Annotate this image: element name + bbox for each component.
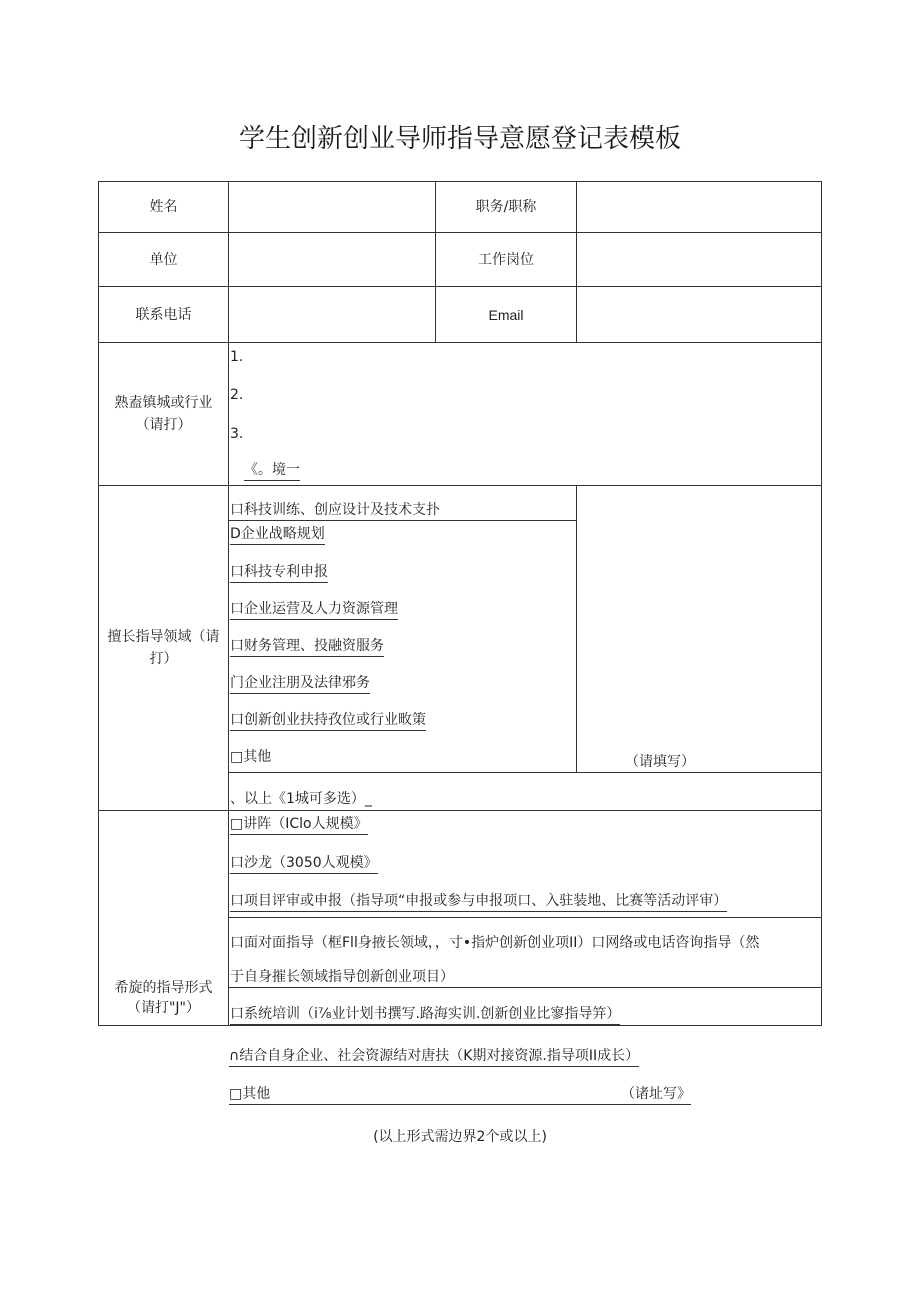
forms-other-label: □其他: [229, 1086, 271, 1102]
forms-option-face-to-face[interactable]: 口面对面指导（框Fll身掖长领域，，寸•指炉创新创业项II）口网络或电话咨询指导（然: [230, 935, 760, 951]
forms-option-project-review[interactable]: 口项目评审或申报（指导项“申报或参与申报项口、入驻装地、比赛等活动评审）: [230, 892, 727, 912]
column-divider: [576, 485, 577, 772]
position-field[interactable]: [577, 182, 821, 232]
familiar-item-2[interactable]: 2.: [230, 387, 244, 403]
expertise-option-finance[interactable]: 口财务管理、投融资服务: [230, 637, 384, 657]
unit-field[interactable]: [229, 233, 435, 286]
expertise-label-line1: 擅长指导领域（请: [107, 629, 220, 645]
forms-other-fill-note: （诸址写》: [621, 1086, 691, 1102]
expertise-option-other[interactable]: □其他: [230, 749, 272, 765]
page-title: 学生创新创业导师指导意愿登记表模板: [238, 124, 681, 154]
email-field[interactable]: [577, 287, 821, 342]
row-divider: [99, 810, 821, 811]
forms-option-training[interactable]: 口系统培训（i⅞业计划书撰写.路海实训.创新创业比寥指导笄）: [230, 1005, 620, 1025]
familiar-label-line1: 熟盍镇城或行业: [114, 395, 213, 411]
expertise-option-policy[interactable]: 口创新创业扶持孜位或行业畋策: [230, 711, 426, 731]
expertise-fill-note: （请填写）: [625, 753, 695, 773]
option-divider: [229, 772, 821, 773]
expertise-option-operations-hr[interactable]: 口企业运营及人力资源管理: [230, 600, 398, 620]
expertise-multi-note: 、以上《1城可多选）_: [230, 791, 372, 807]
familiar-item-1[interactable]: 1.: [230, 349, 244, 365]
name-field[interactable]: [229, 182, 435, 232]
post-field[interactable]: [577, 233, 821, 286]
phone-field[interactable]: [229, 287, 435, 342]
forms-option-lecture[interactable]: □讲阵（IClo人规模》: [230, 815, 368, 835]
forms-label: [99, 972, 228, 1024]
phone-label: 联系电话: [135, 306, 192, 323]
forms-option-face-to-face-cont: 于自身摧长领域指导创新创业项目）: [230, 968, 454, 988]
position-label: 职务/职称: [475, 199, 537, 215]
name-label: 姓名: [149, 199, 178, 215]
forms-selection-note: (以上形式需边界2个或以上): [373, 1129, 547, 1145]
expertise-option-tech-training[interactable]: 口科技训练、创应设计及技术支扑: [230, 501, 440, 521]
expertise-option-strategy[interactable]: D企业战略规划: [230, 525, 325, 545]
registration-form-table: [98, 181, 822, 1026]
forms-option-salon[interactable]: 口沙龙（3050人观模》: [230, 854, 378, 874]
option-divider: [229, 917, 821, 918]
post-label: 工作岗位: [478, 251, 534, 268]
unit-label: 单位: [149, 251, 178, 268]
familiar-label-line2: （请打）: [135, 417, 192, 433]
familiar-label: [99, 343, 228, 485]
expertise-option-legal[interactable]: 门企业注朋及法律邪务: [230, 674, 370, 694]
forms-option-other[interactable]: [229, 1085, 691, 1105]
familiar-footer: 《。境一: [244, 461, 300, 481]
expertise-option-patent[interactable]: 口科技专利申报: [230, 563, 328, 583]
email-label: Email: [488, 306, 524, 323]
familiar-item-3[interactable]: 3.: [230, 426, 244, 442]
forms-label-line1: 希旋的指导形式: [114, 980, 213, 996]
expertise-label-line2: 打）: [149, 651, 178, 667]
forms-label-line2: （请打"J"）: [126, 1000, 200, 1016]
expertise-label: [99, 486, 228, 810]
forms-option-resource[interactable]: ∩结合自身企业、社会资源结对唐扶（K期对接资源.指导项II成长）: [229, 1047, 639, 1067]
